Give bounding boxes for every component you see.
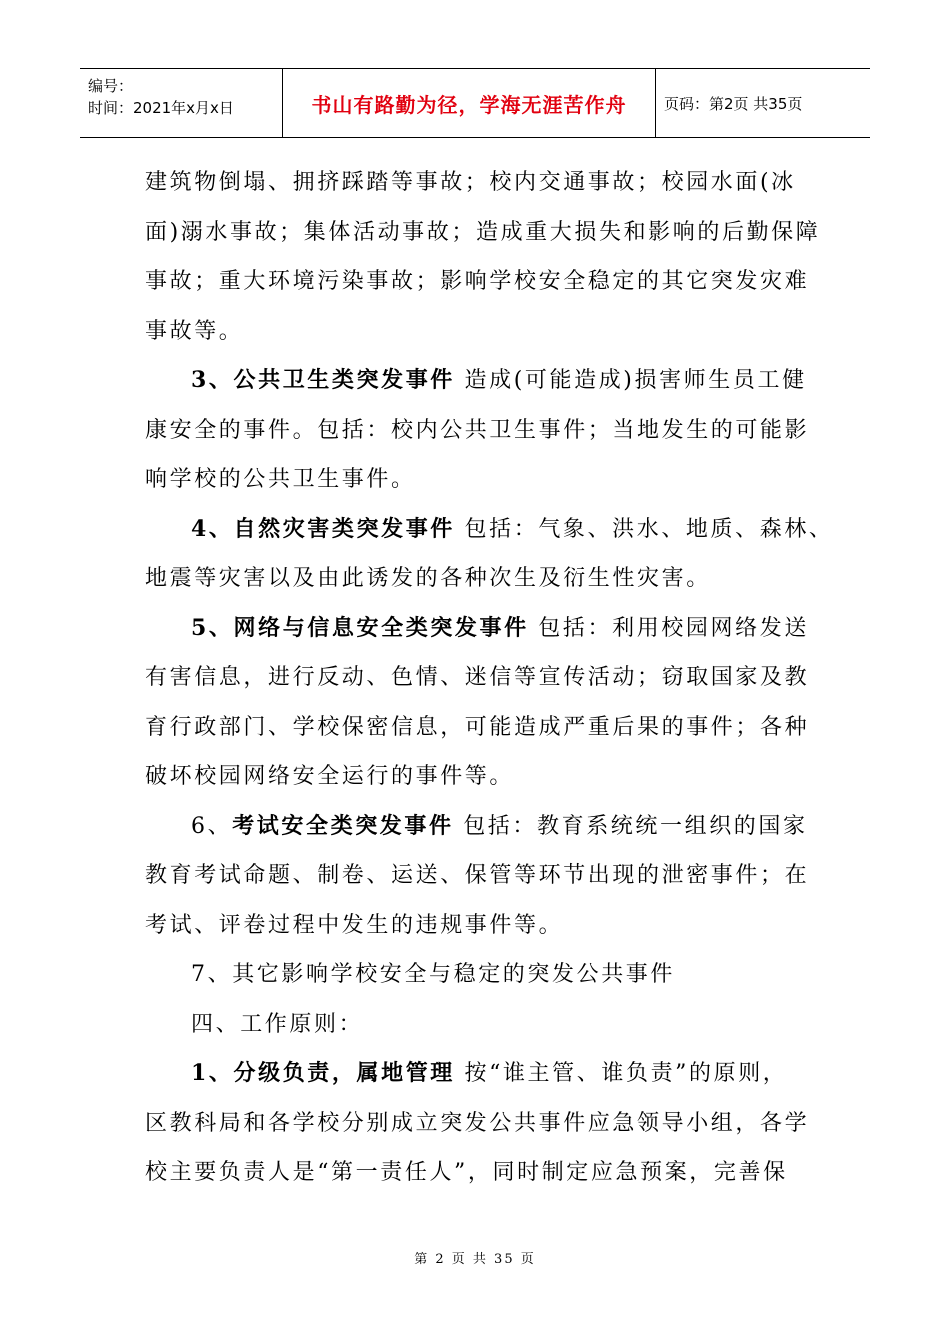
header-meta — [80, 69, 283, 137]
section-5-line — [145, 604, 815, 654]
text-line: 康安全的事件。包括：校内公共卫生事件；当地发生的可能影 — [145, 417, 810, 443]
text-line: 破坏校园网络安全运行的事件等。 — [145, 764, 515, 789]
text-line: 面)溺水事故；集体活动事故；造成重大损失和影响的后勤保障 — [145, 219, 821, 245]
section-heading-principles: 四、工作原则： — [191, 1011, 364, 1037]
principle-1-title: 1、分级负责，属地管理 — [191, 1060, 455, 1086]
header-motto: 书山有路勤为径，学海无涯苦作舟 — [283, 69, 656, 137]
text-line: 建筑物倒塌、拥挤踩踏等事故；校内交通事故；校园水面(冰 — [145, 170, 796, 195]
principle-1-text: 按“谁主管、谁负责”的原则， — [454, 1061, 788, 1086]
document-time: 时间：2021年x月x日 — [88, 99, 234, 117]
section-4-text: 包括：气象、洪水、地质、森林、 — [454, 516, 834, 542]
text-line: 区教科局和各学校分别成立突发公共事件应急领导小组，各学 — [145, 1110, 810, 1136]
text-line: 育行政部门、学校保密信息，可能造成严重后果的事件；各种 — [145, 714, 810, 740]
principle-1-line — [145, 1049, 815, 1099]
section-6-number: 6、 — [191, 813, 233, 839]
section-7-line: 7、其它影响学校安全与稳定的突发公共事件 — [191, 962, 675, 987]
text-line: 考试、评卷过程中发生的违规事件等。 — [145, 912, 564, 938]
document-body — [145, 158, 834, 1198]
text-line: 教育考试命题、制卷、运送、保管等环节出现的泄密事件；在 — [145, 863, 810, 888]
text-line: 地震等灾害以及由此诱发的各种次生及衍生性灾害。 — [145, 566, 711, 591]
section-3-line — [145, 356, 815, 406]
section-4-title: 4、自然灾害类突发事件 — [191, 515, 455, 542]
section-4-line — [145, 505, 834, 555]
text-line: 有害信息，进行反动、色情、迷信等宣传活动；窃取国家及教 — [145, 665, 810, 690]
section-6-text: 包括：教育系统统一组织的国家 — [453, 813, 808, 839]
section-3-text: 造成(可能造成)损害师生员工健 — [454, 368, 807, 393]
section-6-line — [145, 802, 815, 852]
text-line: 事故等。 — [145, 318, 244, 344]
section-5-text: 包括：利用校园网络发送 — [528, 615, 809, 641]
text-line: 响学校的公共卫生事件。 — [145, 467, 416, 492]
header-page-info: 页码：第2页 共35页 — [664, 94, 803, 113]
text-line: 事故；重大环境污染事故；影响学校安全稳定的其它突发灾难 — [145, 269, 810, 294]
text-line: 校主要负责人是“第一责任人”，同时制定应急预案，完善保 — [145, 1160, 788, 1185]
page-footer: 第 2 页 共 35 页 — [414, 1252, 536, 1267]
document-number: 编号： — [88, 77, 134, 95]
section-6-title: 考试安全类突发事件 — [232, 812, 454, 839]
section-5-title: 5、网络与信息安全类突发事件 — [191, 614, 529, 641]
page-header — [80, 68, 870, 138]
section-3-title: 3、公共卫生类突发事件 — [191, 367, 455, 393]
